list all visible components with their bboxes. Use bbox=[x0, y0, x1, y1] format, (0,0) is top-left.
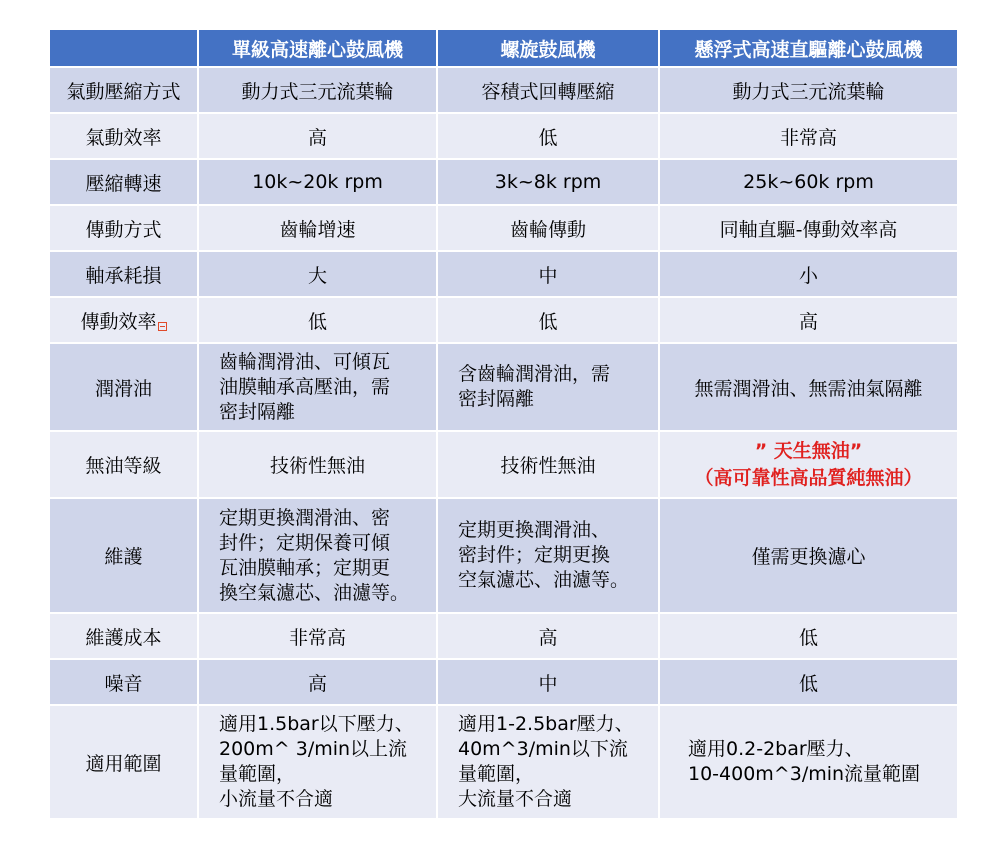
cell-text: 齒輪潤滑油、可傾瓦 油膜軸承高壓油，需 密封隔離 bbox=[219, 350, 391, 423]
row-label: 噪音 bbox=[50, 660, 197, 704]
cell-text: 定期更換潤滑油、密 封件；定期保養可傾 瓦油膜軸承；定期更 換空氣濾芯、油濾等。 bbox=[219, 506, 410, 604]
cell-text: 含齒輪潤滑油，需 密封隔離 bbox=[458, 363, 611, 410]
row-label: 維護 bbox=[50, 499, 197, 612]
table-cell: 低 bbox=[660, 660, 957, 704]
table-cell: 小 bbox=[660, 252, 957, 296]
table-cell: 高 bbox=[660, 298, 957, 342]
table-cell: 無需潤滑油、無需油氣隔離 bbox=[660, 344, 957, 430]
row-label: 維護成本 bbox=[50, 614, 197, 658]
table-cell: 25k~60k rpm bbox=[660, 160, 957, 204]
comment-marker-icon[interactable] bbox=[158, 322, 167, 331]
header-corner bbox=[50, 30, 197, 66]
table-cell: 同軸直驅-傳動效率高 bbox=[660, 206, 957, 250]
table-cell: 容積式回轉壓縮 bbox=[438, 68, 658, 112]
table-cell bbox=[438, 706, 658, 818]
row-label: 軸承耗損 bbox=[50, 252, 197, 296]
row-label: 壓縮轉速 bbox=[50, 160, 197, 204]
row-label-text: 傳動效率 bbox=[80, 310, 157, 333]
table-row bbox=[50, 298, 957, 342]
header-row bbox=[50, 30, 957, 66]
table-row bbox=[50, 206, 957, 250]
table-row bbox=[50, 706, 957, 818]
table-row bbox=[50, 499, 957, 612]
table-cell: 技術性無油 bbox=[438, 432, 658, 497]
table-cell bbox=[438, 344, 658, 430]
header-single-stage: 單級高速離心鼓風機 bbox=[199, 30, 436, 66]
table-cell: 高 bbox=[199, 660, 436, 704]
table-row bbox=[50, 344, 957, 430]
table-cell bbox=[199, 499, 436, 612]
table-cell: 齒輪增速 bbox=[199, 206, 436, 250]
table-cell: 3k~8k rpm bbox=[438, 160, 658, 204]
table-cell bbox=[660, 706, 957, 818]
table-cell: 技術性無油 bbox=[199, 432, 436, 497]
oil-free-highlight: ” 天生無油” （高可靠性高品質純無油） bbox=[694, 439, 923, 489]
table-cell bbox=[660, 432, 957, 497]
table-cell: 高 bbox=[438, 614, 658, 658]
table-cell: 低 bbox=[199, 298, 436, 342]
table-row bbox=[50, 660, 957, 704]
table-cell bbox=[199, 344, 436, 430]
table-cell bbox=[438, 499, 658, 612]
header-screw: 螺旋鼓風機 bbox=[438, 30, 658, 66]
table-row bbox=[50, 114, 957, 158]
table-cell: 低 bbox=[438, 298, 658, 342]
cell-text: 適用1-2.5bar壓力、 40m^3/min以下流 量範圍， 大流量不合適 bbox=[458, 713, 634, 810]
cell-text: 適用1.5bar以下壓力、 200m^ 3/min以上流 量範圍， 小流量不合適 bbox=[219, 713, 414, 810]
table-cell: 動力式三元流葉輪 bbox=[199, 68, 436, 112]
table-cell: 中 bbox=[438, 252, 658, 296]
table-row bbox=[50, 160, 957, 204]
table-cell bbox=[199, 706, 436, 818]
row-label bbox=[50, 298, 197, 342]
table-cell: 低 bbox=[438, 114, 658, 158]
cell-text: 定期更換潤滑油、 密封件；定期更換 空氣濾芯、油濾等。 bbox=[458, 519, 630, 591]
row-label: 潤滑油 bbox=[50, 344, 197, 430]
table-cell: 齒輪傳動 bbox=[438, 206, 658, 250]
table-row bbox=[50, 252, 957, 296]
table-cell: 非常高 bbox=[660, 114, 957, 158]
row-label: 傳動方式 bbox=[50, 206, 197, 250]
table-row bbox=[50, 68, 957, 112]
table-cell: 動力式三元流葉輪 bbox=[660, 68, 957, 112]
table-row bbox=[50, 614, 957, 658]
comparison-table bbox=[48, 28, 959, 820]
row-label: 無油等級 bbox=[50, 432, 197, 497]
row-label: 氣動效率 bbox=[50, 114, 197, 158]
table-row bbox=[50, 432, 957, 497]
table-cell: 僅需更換濾心 bbox=[660, 499, 957, 612]
row-label: 氣動壓縮方式 bbox=[50, 68, 197, 112]
header-maglev: 懸浮式高速直驅離心鼓風機 bbox=[660, 30, 957, 66]
table-cell: 中 bbox=[438, 660, 658, 704]
table-cell: 大 bbox=[199, 252, 436, 296]
table-cell: 高 bbox=[199, 114, 436, 158]
row-label: 適用範圍 bbox=[50, 706, 197, 818]
table-cell: 低 bbox=[660, 614, 957, 658]
table-cell: 10k~20k rpm bbox=[199, 160, 436, 204]
table-cell: 非常高 bbox=[199, 614, 436, 658]
cell-text: 適用0.2-2bar壓力、 10-400m^3/min流量範圍 bbox=[688, 738, 921, 785]
